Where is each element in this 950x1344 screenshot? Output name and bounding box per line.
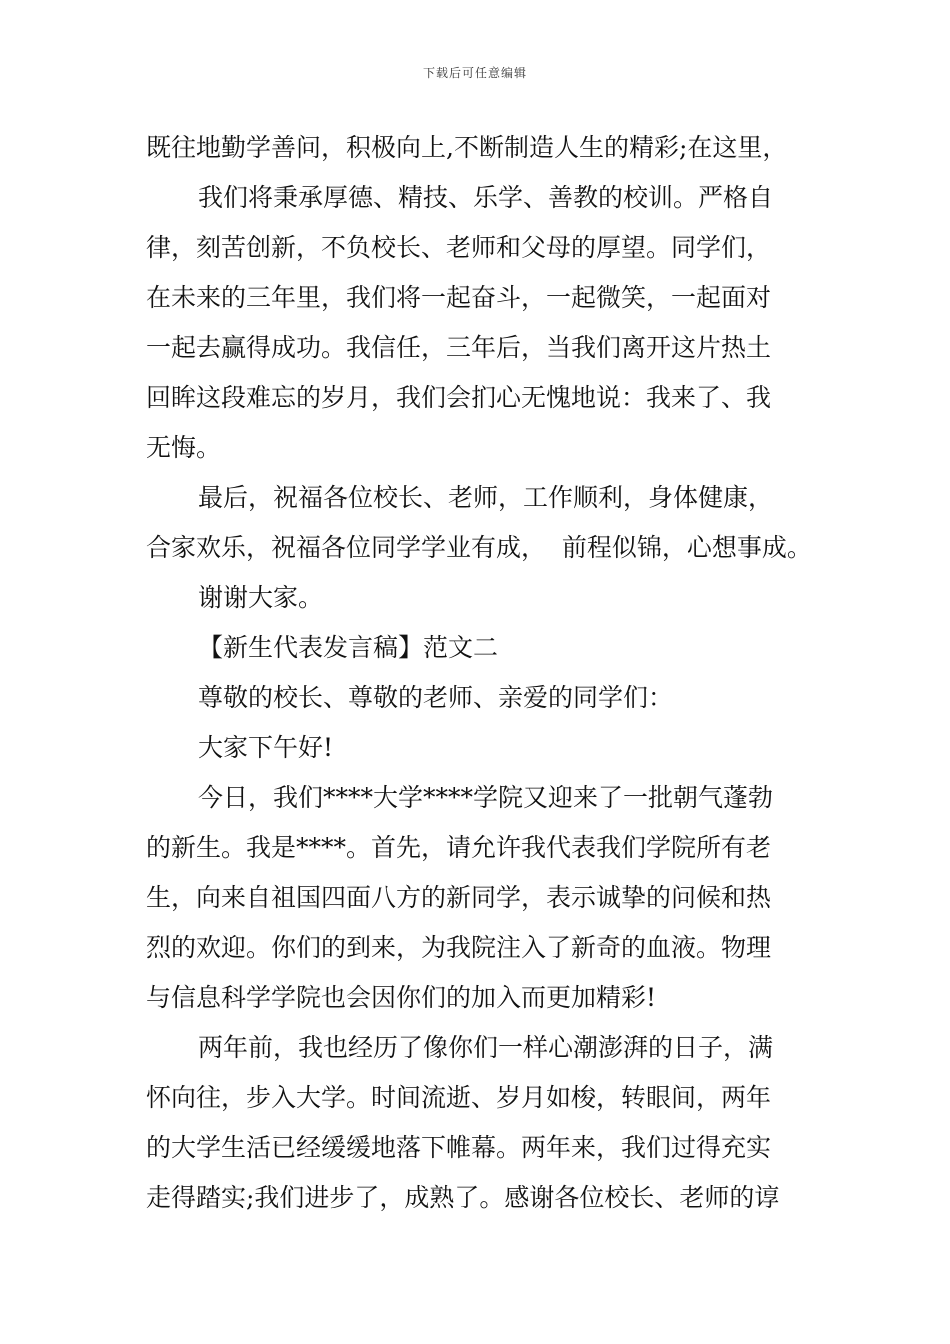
text-line: 无悔。 <box>146 433 222 462</box>
text-line: 律，刻苦创新，不负校长、老师和父母的厚望。同学们， <box>146 233 772 262</box>
text-line: 怀向往，步入大学。时间流逝、岁月如梭，转眼间，两年 <box>146 1083 772 1112</box>
text-line: 与信息科学学院也会因你们的加入而更加精彩! <box>146 983 657 1012</box>
text-line: 最后，祝福各位校长、老师，工作顺利，身体健康， <box>198 483 774 512</box>
text-line: 一起去赢得成功。我信任，三年后，当我们离开这片热土 <box>146 333 772 362</box>
text-line: 生，向来自祖国四面八方的新同学，表示诚挚的问候和热 <box>146 883 772 912</box>
salutation: 尊敬的校长、尊敬的老师、亲爱的同学们： <box>198 683 674 712</box>
text-line: 我们将秉承厚德、精技、乐学、善教的校训。严格自 <box>198 183 774 212</box>
text-line: 烈的欢迎。你们的到来，为我院注入了新奇的血液。物理 <box>146 933 772 962</box>
text-line: 谢谢大家。 <box>198 583 324 612</box>
text-line: 的大学生活已经缓缓地落下帷幕。两年来，我们过得充实 <box>146 1133 772 1162</box>
text-line: 合家欢乐，祝福各位同学学业有成， 前程似锦，心想事成。 <box>146 533 812 562</box>
page-header: 下载后可任意编辑 <box>422 66 527 80</box>
text-line: 既往地勤学善问，积极向上,不断制造人生的精彩;在这里， <box>146 133 788 162</box>
document-body <box>146 123 811 1223</box>
text-line: 回眸这段难忘的岁月，我们会扪心无愧地说：我来了、我 <box>146 383 772 412</box>
text-line: 在未来的三年里，我们将一起奋斗，一起微笑，一起面对 <box>146 283 772 312</box>
text-line: 走得踏实;我们进步了，成熟了。感谢各位校长、老师的谆 <box>146 1183 780 1212</box>
text-line: 两年前，我也经历了像你们一样心潮澎湃的日子，满 <box>198 1033 774 1062</box>
text-line: 的新生。我是****。首先，请允许我代表我们学院所有老 <box>146 833 772 862</box>
text-line: 今日，我们****大学****学院又迎来了一批朝气蓬勃 <box>198 783 774 812</box>
section-heading: 【新生代表发言稿】范文二 <box>198 633 499 662</box>
greeting: 大家下午好! <box>198 733 334 762</box>
